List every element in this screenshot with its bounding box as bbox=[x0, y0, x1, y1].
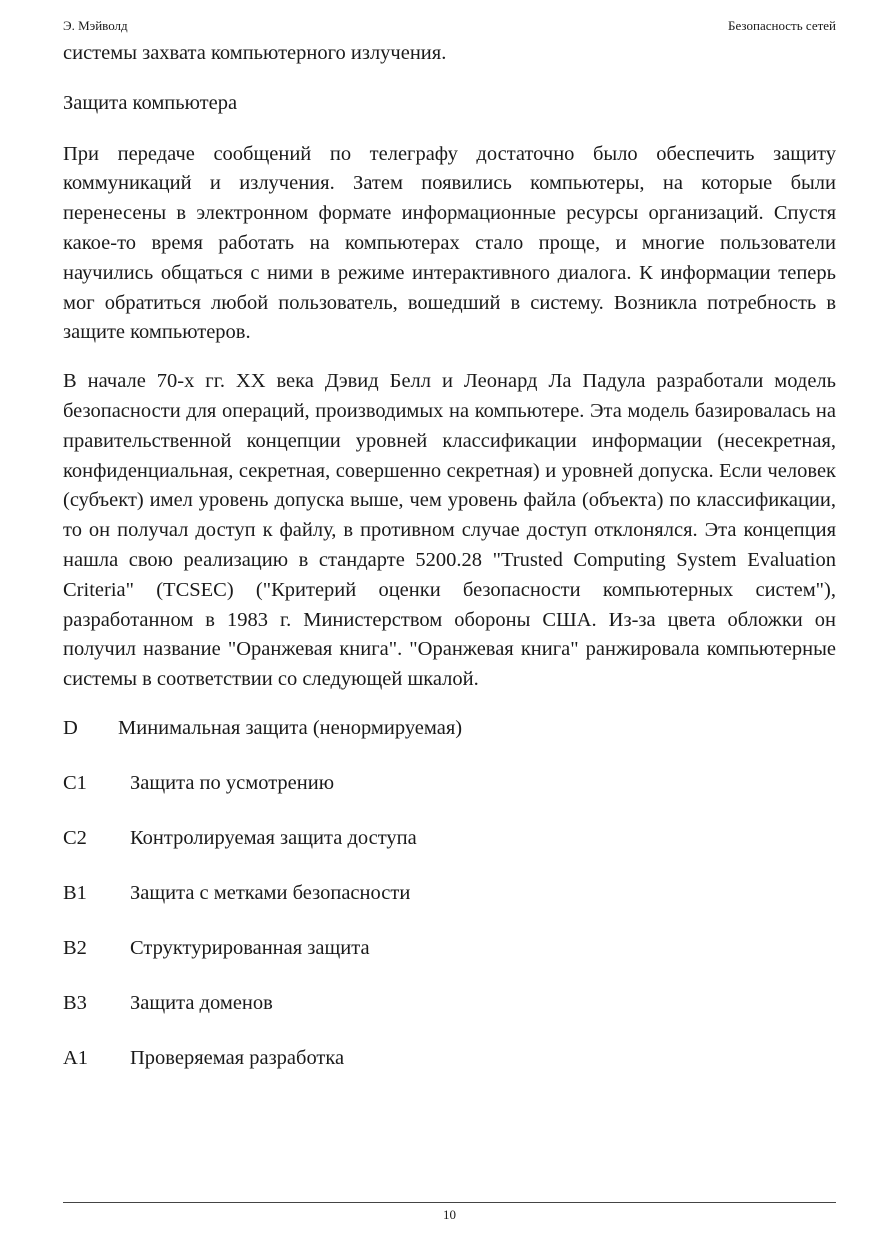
level-item bbox=[63, 824, 836, 879]
level-code: C2 bbox=[63, 826, 87, 849]
page-number: 10 bbox=[443, 1207, 456, 1222]
paragraph-1: При передаче сообщений по телеграфу достаточно было обеспечить защиту коммуникаций и излучения. Затем появились компьютеры, на которые были перенесены в электронном формате информационные ресурсы организаций. Спустя какое-то время работать на компьютерах стало проще, и многие пользователи научились общаться с ними в режиме интерактивного диалога. К информации теперь мог обратиться любой пользователь, вошедший в систему. Возникла потребность в защите компьютеров. bbox=[63, 142, 836, 344]
level-item bbox=[63, 934, 836, 989]
level-label: Контролируемая защита доступа bbox=[130, 826, 417, 849]
level-label: Структурированная защита bbox=[130, 936, 370, 959]
security-level-list bbox=[63, 714, 836, 1099]
header-author: Э. Мэйволд bbox=[63, 18, 128, 33]
level-label: Проверяемая разработка bbox=[130, 1046, 345, 1069]
level-code: B1 bbox=[63, 881, 87, 904]
level-item bbox=[63, 1044, 836, 1099]
header-book-title: Безопасность сетей bbox=[728, 18, 836, 33]
level-item bbox=[63, 769, 836, 824]
running-header bbox=[63, 17, 836, 37]
level-label: Защита доменов bbox=[130, 991, 273, 1014]
continued-line: системы захвата компьютерного излучения. bbox=[63, 42, 447, 64]
level-label: Защита с метками безопасности bbox=[130, 881, 411, 904]
level-label: Защита по усмотрению bbox=[130, 771, 335, 794]
section-heading: Защита компьютера bbox=[63, 91, 238, 114]
footer-divider bbox=[63, 1202, 836, 1203]
level-item bbox=[63, 989, 836, 1044]
level-label: Минимальная защита (ненормируемая) bbox=[118, 716, 463, 739]
level-item bbox=[63, 714, 836, 769]
level-code: D bbox=[63, 716, 78, 739]
level-code: C1 bbox=[63, 771, 87, 794]
level-item bbox=[63, 879, 836, 934]
level-code: B2 bbox=[63, 936, 87, 959]
level-code: A1 bbox=[63, 1046, 89, 1069]
level-code: B3 bbox=[63, 991, 87, 1014]
paragraph-2: В начале 70-х гг. XX века Дэвид Белл и Леонард Ла Падула разработали модель безопасности для операций, производимых на компьютере. Эта модель базировалась на правительственной концепции уровней классификации информации (несекретная, конфиденциальная, секретная, совершенно секретная) и уровней допуска. Если человек (субъект) имел уровень допуска выше, чем уровень файла (объекта) по классификации, то он получал доступ к файлу, в противном случае доступ отклонялся. Эта концепция нашла свою реализацию в стандарте 5200.28 "Trusted Computing System Evaluation Criteria" (TCSEC) ("Критерий оценки безопасности компьютерных систем"), разработанном в 1983 г. Министерством обороны США. Из-за цвета обложки он получил название "Оранжевая книга". "Оранжевая книга" ранжировала компьютерные системы в соответствии со следующей шкалой. bbox=[63, 370, 836, 691]
page-content bbox=[63, 39, 836, 1099]
